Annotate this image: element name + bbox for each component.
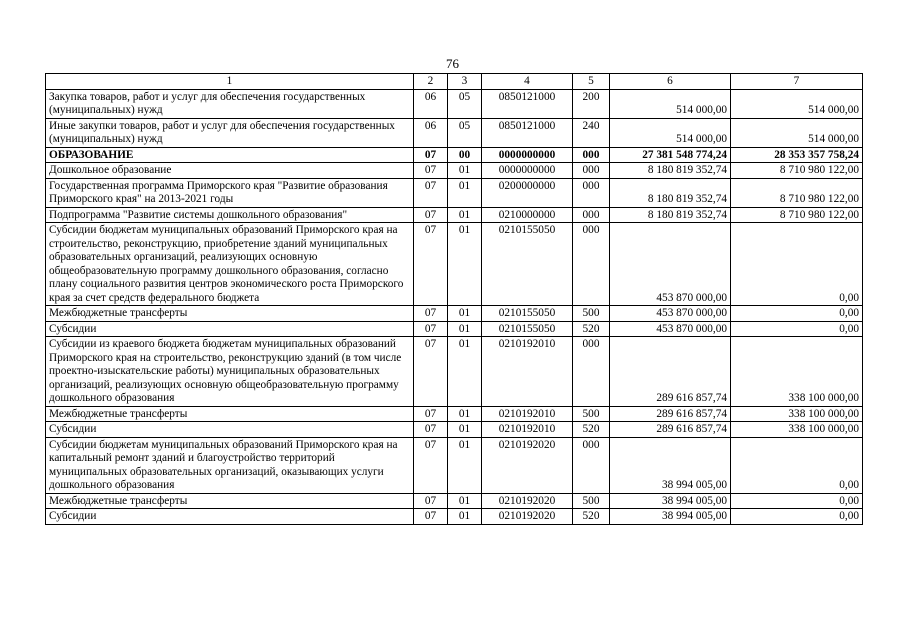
row-subsection: 00 bbox=[448, 147, 482, 163]
row-expense-type: 000 bbox=[573, 207, 610, 223]
row-section: 06 bbox=[414, 118, 448, 147]
row-target-code: 0210192020 bbox=[482, 437, 573, 493]
row-expense-type: 000 bbox=[573, 223, 610, 306]
row-amount-col7: 0,00 bbox=[731, 509, 863, 525]
row-section: 07 bbox=[414, 223, 448, 306]
row-name: Иные закупки товаров, работ и услуг для обеспечения государственных (муниципальных) нужд bbox=[46, 118, 414, 147]
row-name: ОБРАЗОВАНИЕ bbox=[46, 147, 414, 163]
row-name: Субсидии бюджетам муниципальных образований Приморского края на строительство, реконструкцию, приобретение зданий муниципальных образовательных организаций, реализующих основную общеобразовательную программу дошкольного образования, согласно плану социального развития центров экономического роста Приморского края за счет средств федерального бюджета bbox=[46, 223, 414, 306]
row-expense-type: 500 bbox=[573, 406, 610, 422]
row-amount-col7: 8 710 980 122,00 bbox=[731, 207, 863, 223]
row-section: 07 bbox=[414, 422, 448, 438]
row-amount-col7: 0,00 bbox=[731, 437, 863, 493]
row-section: 07 bbox=[414, 321, 448, 337]
row-subsection: 01 bbox=[448, 337, 482, 407]
row-amount-col6: 38 994 005,00 bbox=[610, 509, 731, 525]
row-target-code: 0200000000 bbox=[482, 178, 573, 207]
row-subsection: 01 bbox=[448, 509, 482, 525]
table-row bbox=[46, 178, 863, 207]
table-row bbox=[46, 337, 863, 407]
row-amount-col6: 27 381 548 774,24 bbox=[610, 147, 731, 163]
row-subsection: 01 bbox=[448, 493, 482, 509]
row-subsection: 01 bbox=[448, 437, 482, 493]
row-name: Государственная программа Приморского края "Развитие образования Приморского края" на 2013-2021 годы bbox=[46, 178, 414, 207]
row-subsection: 01 bbox=[448, 163, 482, 179]
row-subsection: 01 bbox=[448, 306, 482, 322]
header-cell: 3 bbox=[448, 74, 482, 90]
row-section: 07 bbox=[414, 493, 448, 509]
row-name: Межбюджетные трансферты bbox=[46, 306, 414, 322]
row-target-code: 0000000000 bbox=[482, 147, 573, 163]
table-header-row bbox=[46, 74, 863, 90]
row-amount-col6: 514 000,00 bbox=[610, 118, 731, 147]
page-number: 76 bbox=[446, 56, 459, 71]
header-cell: 4 bbox=[482, 74, 573, 90]
row-section: 06 bbox=[414, 89, 448, 118]
row-amount-col6: 453 870 000,00 bbox=[610, 223, 731, 306]
row-target-code: 0210155050 bbox=[482, 321, 573, 337]
row-amount-col7: 0,00 bbox=[731, 321, 863, 337]
row-expense-type: 520 bbox=[573, 321, 610, 337]
row-target-code: 0210000000 bbox=[482, 207, 573, 223]
table-row bbox=[46, 422, 863, 438]
row-expense-type: 500 bbox=[573, 306, 610, 322]
row-name: Межбюджетные трансферты bbox=[46, 406, 414, 422]
row-amount-col6: 289 616 857,74 bbox=[610, 422, 731, 438]
row-amount-col6: 38 994 005,00 bbox=[610, 437, 731, 493]
row-subsection: 01 bbox=[448, 406, 482, 422]
header-cell: 7 bbox=[731, 74, 863, 90]
row-amount-col6: 289 616 857,74 bbox=[610, 337, 731, 407]
row-subsection: 01 bbox=[448, 207, 482, 223]
table-row bbox=[46, 207, 863, 223]
row-subsection: 01 bbox=[448, 321, 482, 337]
row-expense-type: 520 bbox=[573, 509, 610, 525]
row-section: 07 bbox=[414, 163, 448, 179]
row-amount-col7: 0,00 bbox=[731, 223, 863, 306]
row-name: Закупка товаров, работ и услуг для обеспечения государственных (муниципальных) нужд bbox=[46, 89, 414, 118]
row-amount-col7: 338 100 000,00 bbox=[731, 337, 863, 407]
row-amount-col6: 289 616 857,74 bbox=[610, 406, 731, 422]
row-section: 07 bbox=[414, 178, 448, 207]
row-subsection: 01 bbox=[448, 223, 482, 306]
row-expense-type: 240 bbox=[573, 118, 610, 147]
row-expense-type: 000 bbox=[573, 147, 610, 163]
table-row bbox=[46, 89, 863, 118]
budget-table bbox=[45, 73, 863, 525]
table-row bbox=[46, 509, 863, 525]
table-row bbox=[46, 306, 863, 322]
table-row bbox=[46, 163, 863, 179]
row-amount-col7: 28 353 357 758,24 bbox=[731, 147, 863, 163]
row-expense-type: 000 bbox=[573, 437, 610, 493]
header-cell: 5 bbox=[573, 74, 610, 90]
row-expense-type: 000 bbox=[573, 178, 610, 207]
row-amount-col7: 8 710 980 122,00 bbox=[731, 163, 863, 179]
row-target-code: 0850121000 bbox=[482, 89, 573, 118]
row-section: 07 bbox=[414, 147, 448, 163]
table-row bbox=[46, 406, 863, 422]
row-subsection: 05 bbox=[448, 118, 482, 147]
row-expense-type: 500 bbox=[573, 493, 610, 509]
row-name: Субсидии bbox=[46, 509, 414, 525]
table-row bbox=[46, 321, 863, 337]
row-section: 07 bbox=[414, 437, 448, 493]
row-target-code: 0210192020 bbox=[482, 493, 573, 509]
table-row bbox=[46, 147, 863, 163]
row-name: Субсидии из краевого бюджета бюджетам муниципальных образований Приморского края на строительство, реконструкцию зданий (в том числе проектно-изыскательские работы) муниципальных образовательных организаций, реализующих основную общеобразовательную программу дошкольного образования bbox=[46, 337, 414, 407]
table-row bbox=[46, 493, 863, 509]
row-amount-col7: 338 100 000,00 bbox=[731, 422, 863, 438]
row-name: Подпрограмма "Развитие системы дошкольного образования" bbox=[46, 207, 414, 223]
table-row bbox=[46, 118, 863, 147]
row-amount-col7: 338 100 000,00 bbox=[731, 406, 863, 422]
table-row bbox=[46, 223, 863, 306]
row-target-code: 0210192010 bbox=[482, 422, 573, 438]
row-subsection: 01 bbox=[448, 422, 482, 438]
header-cell: 1 bbox=[46, 74, 414, 90]
row-expense-type: 000 bbox=[573, 337, 610, 407]
row-target-code: 0210192020 bbox=[482, 509, 573, 525]
row-target-code: 0210192010 bbox=[482, 406, 573, 422]
header-cell: 2 bbox=[414, 74, 448, 90]
row-name: Субсидии bbox=[46, 422, 414, 438]
row-amount-col6: 453 870 000,00 bbox=[610, 306, 731, 322]
row-amount-col6: 514 000,00 bbox=[610, 89, 731, 118]
row-expense-type: 000 bbox=[573, 163, 610, 179]
row-expense-type: 520 bbox=[573, 422, 610, 438]
row-target-code: 0210155050 bbox=[482, 223, 573, 306]
row-target-code: 0210155050 bbox=[482, 306, 573, 322]
header-cell: 6 bbox=[610, 74, 731, 90]
row-amount-col7: 8 710 980 122,00 bbox=[731, 178, 863, 207]
row-amount-col6: 38 994 005,00 bbox=[610, 493, 731, 509]
row-name: Субсидии бюджетам муниципальных образований Приморского края на капитальный ремонт зданий и благоустройство территорий муниципальных образовательных организаций, оказывающих услуги дошкольного образования bbox=[46, 437, 414, 493]
row-expense-type: 200 bbox=[573, 89, 610, 118]
row-section: 07 bbox=[414, 306, 448, 322]
row-amount-col6: 8 180 819 352,74 bbox=[610, 163, 731, 179]
table-row bbox=[46, 437, 863, 493]
row-amount-col7: 514 000,00 bbox=[731, 89, 863, 118]
row-amount-col6: 453 870 000,00 bbox=[610, 321, 731, 337]
row-subsection: 01 bbox=[448, 178, 482, 207]
row-target-code: 0850121000 bbox=[482, 118, 573, 147]
row-target-code: 0210192010 bbox=[482, 337, 573, 407]
row-name: Субсидии bbox=[46, 321, 414, 337]
row-section: 07 bbox=[414, 406, 448, 422]
row-section: 07 bbox=[414, 337, 448, 407]
row-amount-col7: 514 000,00 bbox=[731, 118, 863, 147]
row-amount-col6: 8 180 819 352,74 bbox=[610, 178, 731, 207]
row-amount-col7: 0,00 bbox=[731, 306, 863, 322]
row-amount-col6: 8 180 819 352,74 bbox=[610, 207, 731, 223]
row-section: 07 bbox=[414, 207, 448, 223]
row-name: Межбюджетные трансферты bbox=[46, 493, 414, 509]
row-subsection: 05 bbox=[448, 89, 482, 118]
row-section: 07 bbox=[414, 509, 448, 525]
row-name: Дошкольное образование bbox=[46, 163, 414, 179]
row-target-code: 0000000000 bbox=[482, 163, 573, 179]
row-amount-col7: 0,00 bbox=[731, 493, 863, 509]
